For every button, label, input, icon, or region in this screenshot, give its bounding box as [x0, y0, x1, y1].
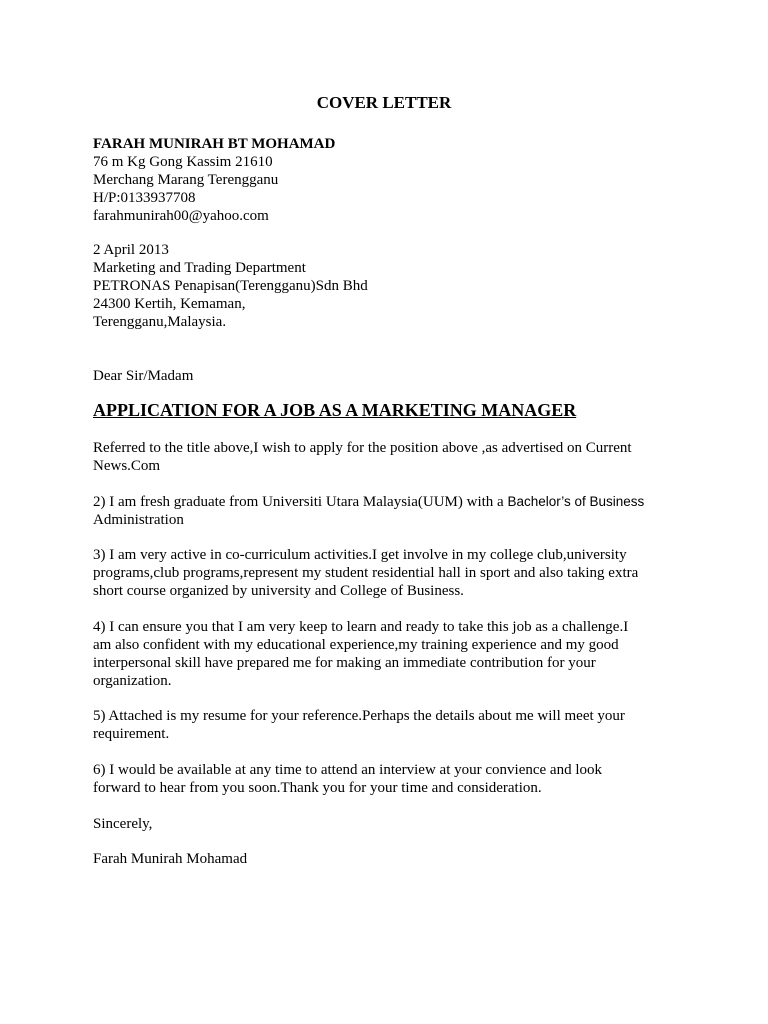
recipient-company: PETRONAS Penapisan(Terengganu)Sdn Bhd — [93, 278, 368, 294]
sender-block — [93, 135, 693, 225]
paragraph-1 — [93, 439, 673, 475]
sender-email: farahmunirah00@yahoo.com — [93, 208, 269, 224]
degree-text: Bachelor’s of Business — [507, 494, 645, 509]
recipient-address-line1: 24300 Kertih, Kemaman, — [93, 296, 246, 312]
paragraph-3 — [93, 546, 673, 600]
paragraph-line: requirement. — [93, 726, 170, 742]
recipient-block — [93, 241, 693, 331]
paragraph-line: interpersonal skill have prepared me for making an immediate contribution for your — [93, 655, 596, 671]
letter-date: 2 April 2013 — [93, 242, 169, 258]
paragraph-line — [93, 493, 673, 511]
paragraph-line: News.Com — [93, 458, 161, 474]
paragraph-4 — [93, 618, 673, 690]
sender-name: FARAH MUNIRAH BT MOHAMAD — [93, 136, 336, 152]
signature-name: Farah Munirah Mohamad — [93, 851, 248, 867]
sender-address-line2: Merchang Marang Terengganu — [93, 172, 279, 188]
sender-address-line1: 76 m Kg Gong Kassim 21610 — [93, 154, 273, 170]
recipient-address-line2: Terengganu,Malaysia. — [93, 314, 227, 330]
paragraph-line: organization. — [93, 673, 172, 689]
subject-heading: APPLICATION FOR A JOB AS A MARKETING MANAGER — [93, 400, 577, 420]
paragraph-line: short course organized by university and College of Business. — [93, 583, 464, 599]
paragraph-line: Referred to the title above,I wish to apply for the position above ,as advertised on Current — [93, 440, 632, 456]
salutation: Dear Sir/Madam — [93, 368, 194, 384]
paragraph-line: 3) I am very active in co-curriculum activities.I get involve in my college club,university — [93, 547, 627, 563]
paragraph-5 — [93, 707, 673, 743]
paragraph-6 — [93, 761, 673, 797]
paragraph-line: 6) I would be available at any time to attend an interview at your convience and look — [93, 762, 602, 778]
paragraph-line: programs,club programs,represent my student residential hall in sport and also taking extra — [93, 565, 639, 581]
paragraph-line: am also confident with my educational experience,my training experience and my good — [93, 637, 619, 653]
paragraph-text: 2) I am fresh graduate from Universiti Utara Malaysia(UUM) with a — [93, 494, 508, 510]
paragraph-line: 5) Attached is my resume for your reference.Perhaps the details about me will meet your — [93, 708, 625, 724]
paragraph-line: forward to hear from you soon.Thank you for your time and consideration. — [93, 780, 542, 796]
paragraph-2 — [93, 493, 673, 529]
closing: Sincerely, — [93, 816, 153, 832]
recipient-department: Marketing and Trading Department — [93, 260, 306, 276]
paragraph-line: 4) I can ensure you that I am very keep to learn and ready to take this job as a challenge.I — [93, 619, 629, 635]
sender-phone: H/P:0133937708 — [93, 190, 196, 206]
paragraph-line: Administration — [93, 512, 184, 528]
page-title: COVER LETTER — [316, 93, 452, 112]
